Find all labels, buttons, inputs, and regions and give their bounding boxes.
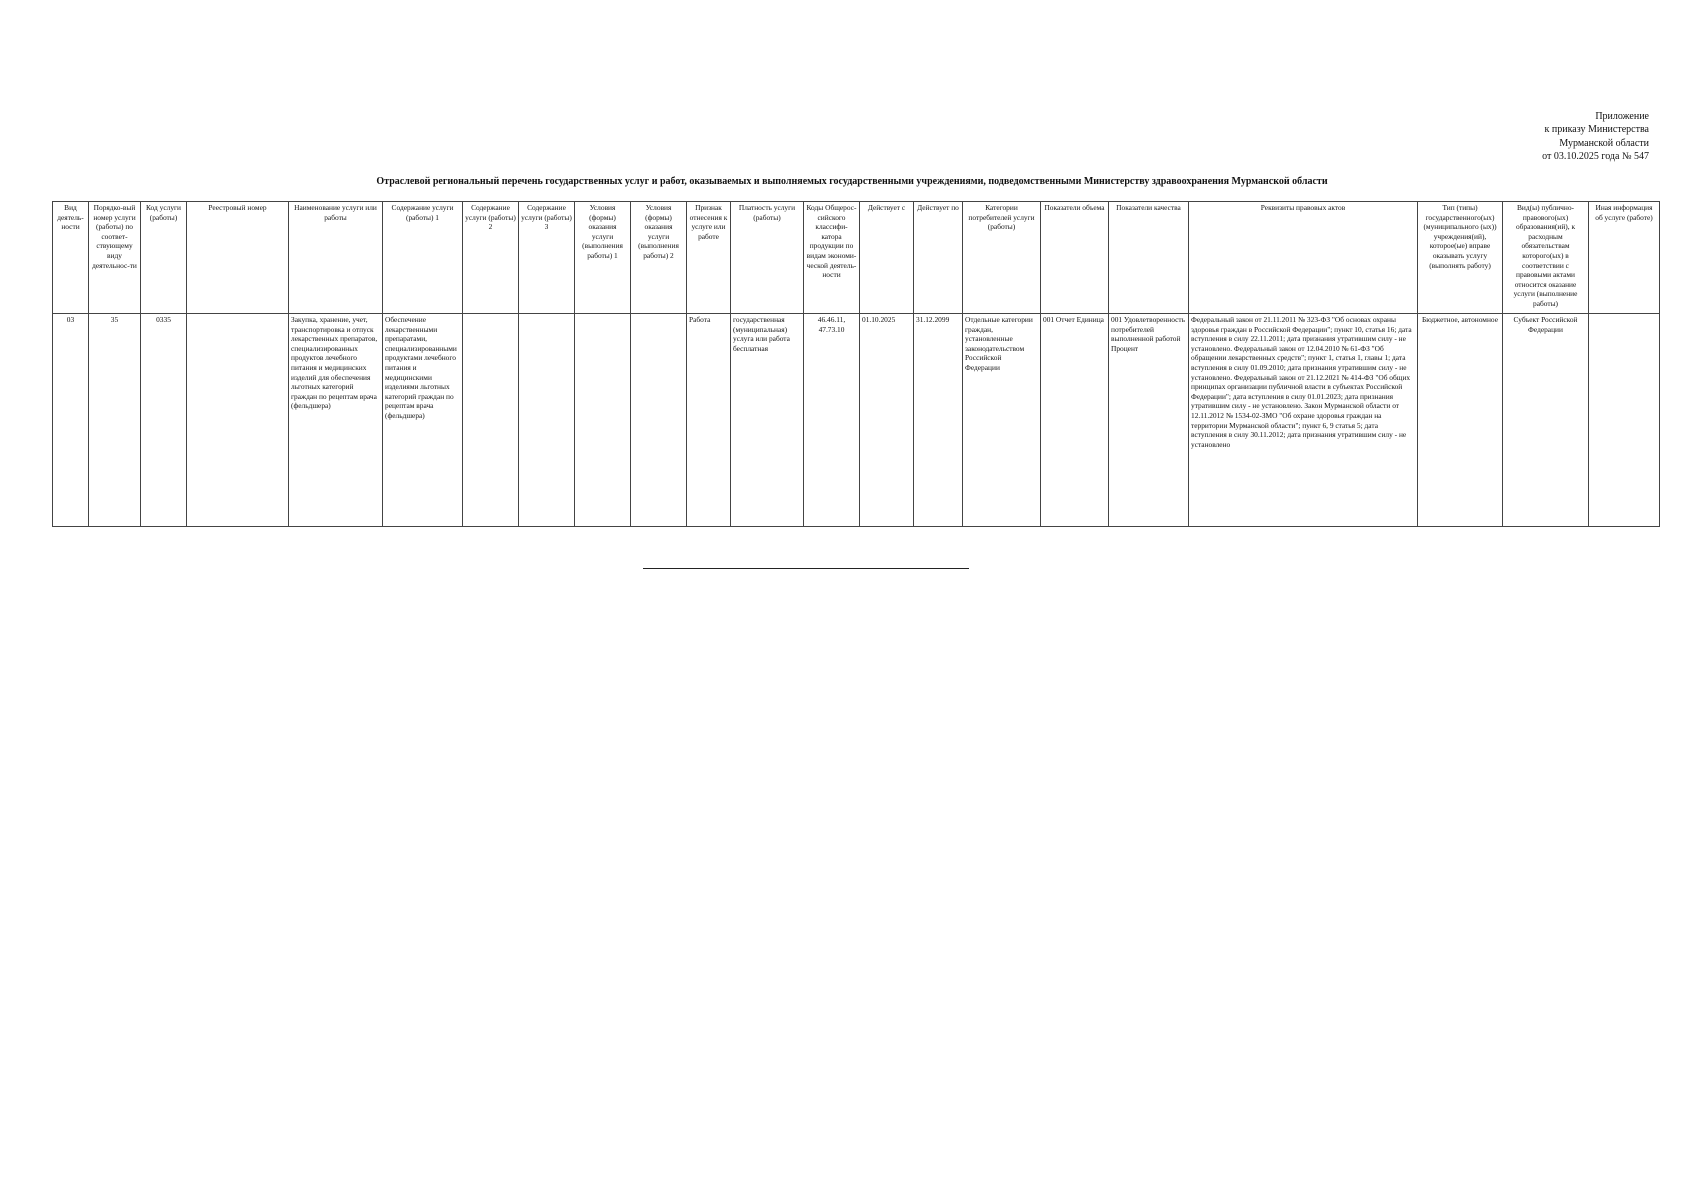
conditions-1-cell xyxy=(575,314,631,527)
column-header: Коды Общерос-сийского классифи-катора продукции по видам экономи-ческой деятель-ности xyxy=(804,202,860,314)
legal-acts-cell: Федеральный закон от 21.11.2011 № 323-ФЗ "Об основах охраны здоровья граждан в Российской Федерации"; пункт 10, статья 16; дата вступления в силу 22.11.2011; дата признания утратившим силу - не установлено. Федеральный закон от 12.04.2010 № 61-ФЗ "Об обращении лекарственных средств"; пункт 1, статья 1, главы 1; дата вступления в силу 01.09.2010; дата признания утратившим силу - не установлено. Федеральный закон от 21.12.2021 № 414-ФЗ "Об общих принципах организации публичной власти в субъектах Российской Федерации"; дата вступления в силу 01.01.2023; дата признания утратившим силу - не установлено. Закон Мурманской области от 12.11.2012 № 1534-02-ЗМО "Об охране здоровья граждан на территории Мурманской области"; пункт 6, 9 статья 5; дата вступления в силу 30.11.2012; дата признания утратившим силу - не установлено xyxy=(1189,314,1418,527)
appendix-line: к приказу Министерства xyxy=(1544,124,1649,136)
service-name-cell: Закупка, хранение, учет, транспортировка и отпуск лекарственных препаратов, специализированных продуктов лечебного питания и медицинских изделий для обеспечения льготных категорий граждан по рецептам врача (фельдшера) xyxy=(289,314,383,527)
valid-to-cell: 31.12.2099 xyxy=(914,314,963,527)
valid-from-cell: 01.10.2025 xyxy=(860,314,914,527)
column-header: Условия (формы) оказания услуги (выполнения работы) 2 xyxy=(631,202,687,314)
other-info-cell xyxy=(1589,314,1660,527)
column-header: Действует с xyxy=(860,202,914,314)
column-header: Наименование услуги или работы xyxy=(289,202,383,314)
table-header-row xyxy=(53,202,1660,314)
appendix-block xyxy=(1542,110,1649,163)
document-title: Отраслевой региональный перечень государственных услуг и работ, оказываемых и выполняемых государственными учреждениями, подведомственными Министерству здравоохранения Мурманской области xyxy=(376,176,1328,187)
column-header: Код услуги (работы) xyxy=(141,202,187,314)
column-header: Вид(ы) публично-правового(ых) образования(ий), к расходным обязательствам которого(ых) в соответствии с правовыми актами относится оказание услуги (выполнение работы) xyxy=(1503,202,1589,314)
appendix-line: Мурманской области xyxy=(1559,137,1649,149)
conditions-2-cell xyxy=(631,314,687,527)
appendix-line: Приложение xyxy=(1595,111,1649,122)
column-header: Содержание услуги (работы) 2 xyxy=(463,202,519,314)
column-header: Иная информация об услуге (работе) xyxy=(1589,202,1660,314)
column-header: Категории потребителей услуги (работы) xyxy=(963,202,1041,314)
registry-number-cell xyxy=(187,314,289,527)
column-header: Вид деятель-ности xyxy=(53,202,89,314)
column-header: Порядко-вый номер услуги (работы) по соответ-ствующему виду деятельнос-ти xyxy=(89,202,141,314)
okved-codes-cell: 46.46.11, 47.73.10 xyxy=(804,314,860,527)
volume-indicators-cell: 001 Отчет Единица xyxy=(1041,314,1109,527)
table-row xyxy=(53,314,1660,527)
separator-line xyxy=(643,568,969,569)
column-header: Реестровый номер xyxy=(187,202,289,314)
content-3-cell xyxy=(519,314,575,527)
column-header: Действует по xyxy=(914,202,963,314)
attribute-cell: Работа xyxy=(687,314,731,527)
payment-cell: государственная (муниципальная) услуга или работа бесплатная xyxy=(731,314,804,527)
column-header: Платность услуги (работы) xyxy=(731,202,804,314)
column-header: Тип (типы) государственного(ых) (муниципального (ых)) учреждения(ий), которое(ые) вправе оказывать услугу (выполнять работу) xyxy=(1418,202,1503,314)
column-header: Показатели качества xyxy=(1109,202,1189,314)
public-entity-cell: Субъект Российской Федерации xyxy=(1503,314,1589,527)
column-header: Условия (формы) оказания услуги (выполнения работы) 1 xyxy=(575,202,631,314)
column-header: Содержание услуги (работы) 3 xyxy=(519,202,575,314)
service-code-cell: 0335 xyxy=(141,314,187,527)
column-header: Содержание услуги (работы) 1 xyxy=(383,202,463,314)
appendix-order-date: от 03.10.2025 года № 547 xyxy=(1542,150,1649,162)
quality-indicators-cell: 001 Удовлетворенность потребителей выполненной работой Процент xyxy=(1109,314,1189,527)
column-header: Признак отнесения к услуге или работе xyxy=(687,202,731,314)
consumers-cell: Отдельные категории граждан, установленные законодательством Российской Федерации xyxy=(963,314,1041,527)
column-header: Реквизиты правовых актов xyxy=(1189,202,1418,314)
activity-type-cell: 03 xyxy=(53,314,89,527)
order-number-cell: 35 xyxy=(89,314,141,527)
content-1-cell: Обеспечение лекарственными препаратами, специализированными продуктами лечебного питания и медицинскими изделиями льготных категорий граждан по рецептам врача (фельдшера) xyxy=(383,314,463,527)
services-table xyxy=(52,201,1660,527)
content-2-cell xyxy=(463,314,519,527)
column-header: Показатели объема xyxy=(1041,202,1109,314)
institution-type-cell: Бюджетное, автономное xyxy=(1418,314,1503,527)
